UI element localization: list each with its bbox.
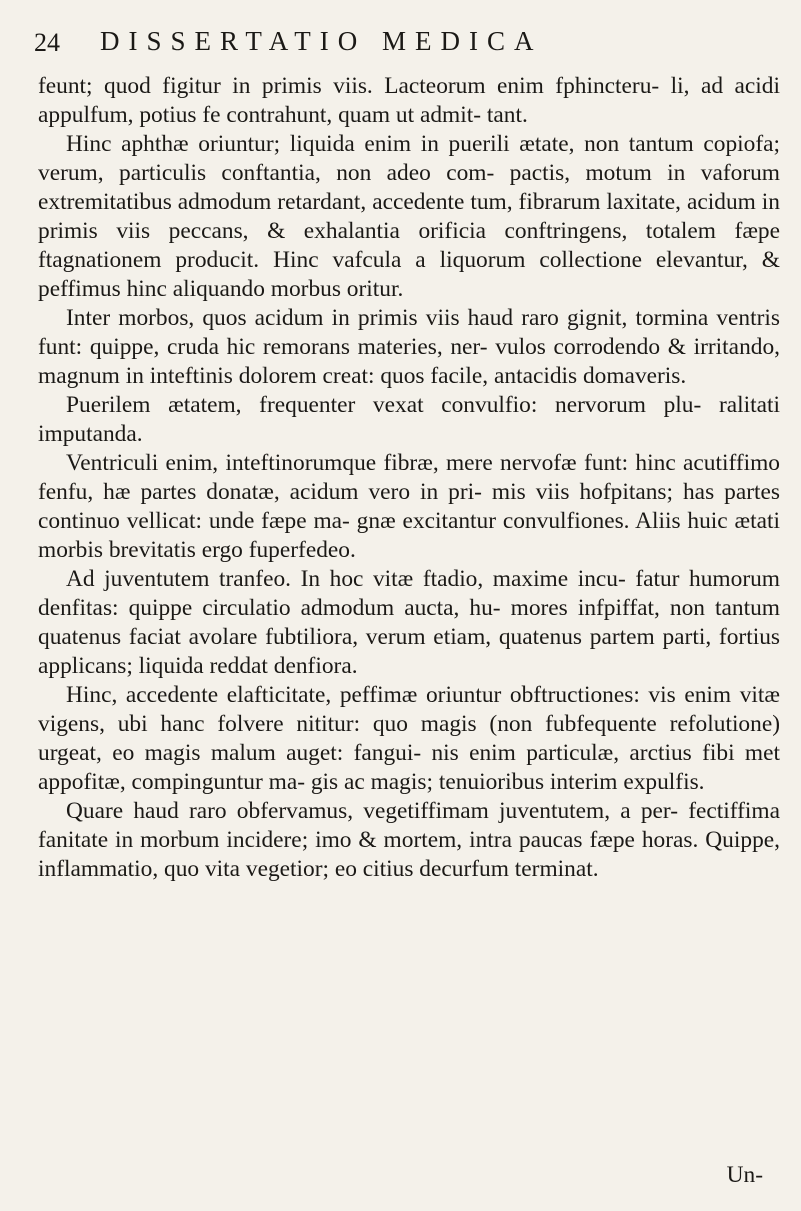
paragraph: Hinc, accedente elafticitate, peffimæ oriuntur obftructiones: vis enim vitæ vigens, ubi hanc folvere nititur: quo magis (non fubfequente refolutione) urgeat, eo magis malum auget: fangui- nis enim particulæ, arctius fibi met appofitæ, compinguntur ma- gis ac magis; tenuioribus interim expulfis. — [38, 682, 780, 795]
body-text — [38, 72, 780, 884]
page-number: 24 — [34, 28, 60, 57]
running-head: DISSERTATIO MEDICA — [100, 26, 543, 56]
paragraph: Quare haud raro obfervamus, vegetiffimam juventutem, a per- fectiffima fanitate in morbum incidere; imo & mortem, intra paucas fæpe horas. Quippe, inflammatio, quo vita vegetior; eo citius decurfum terminat. — [38, 798, 780, 882]
paragraph: Ventriculi enim, inteftinorumque fibræ, mere nervofæ funt: hinc acutiffimo fenfu, hæ partes donatæ, acidum vero in pri- mis viis hofpitans; has partes continuo vellicat: unde fæpe ma- gnæ excitantur convulfiones. Aliis huic ætati morbis brevitatis ergo fuperfedeo. — [38, 450, 780, 563]
paragraph: Inter morbos, quos acidum in primis viis haud raro gignit, tormina ventris funt: quippe, cruda hic remorans materies, ner- vulos corrodendo & irritando, magnum in inteftinis dolorem creat: quos facile, antacidis domaveris. — [38, 305, 780, 389]
paragraph: Hinc aphthæ oriuntur; liquida enim in puerili ætate, non tantum copiofa; verum, particulis conftantia, non adeo com- pactis, motum in vaforum extremitatibus admodum retardant, accedente tum, fibrarum laxitate, acidum in primis viis peccans, & exhalantia orificia conftringens, totalem fæpe ftagnationem producit. Hinc vafcula a liquorum collectione elevantur, & peffimus hinc aliquando morbus oritur. — [38, 131, 780, 302]
catchword: Un- — [726, 1162, 763, 1188]
paragraph: feunt; quod figitur in primis viis. Lacteorum enim fphincteru- li, ad acidi appulfum, potius fe contrahunt, quam ut admit- tant. — [38, 73, 780, 128]
page-header — [34, 22, 761, 62]
paragraph: Puerilem ætatem, frequenter vexat convulfio: nervorum plu- ralitati imputanda. — [38, 392, 780, 447]
paragraph: Ad juventutem tranfeo. In hoc vitæ ftadio, maxime incu- fatur humorum denfitas: quippe circulatio admodum aucta, hu- mores infpiffat, non tantum quatenus faciat avolare fubtiliora, verum etiam, quatenus partem parti, fortius applicans; liquida reddat denfiora. — [38, 566, 780, 679]
